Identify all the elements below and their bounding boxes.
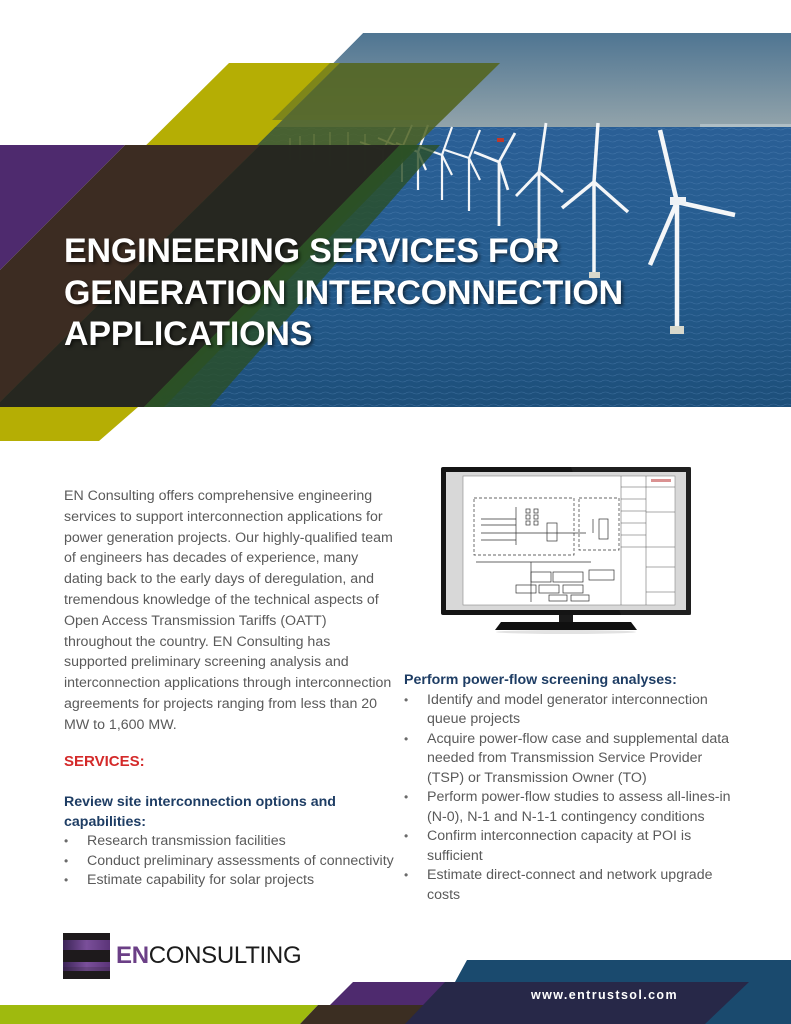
bullet-list xyxy=(64,832,394,891)
monitor-icon xyxy=(441,467,691,637)
logo-consulting: CONSULTING xyxy=(148,941,302,969)
list-item: • Research transmission facilities xyxy=(64,832,394,852)
website-link[interactable]: www.entrustsol.com xyxy=(531,988,678,1002)
page-title xyxy=(64,231,704,356)
list-item: • Confirm interconnection capacity at POI is sufficient xyxy=(404,827,734,866)
hero-banner xyxy=(0,0,791,445)
services-heading: SERVICES: xyxy=(64,753,145,770)
monitor-diagram-image xyxy=(441,467,691,637)
list-item: • Conduct preliminary assessments of connectivity xyxy=(64,852,394,872)
logo-en: EN xyxy=(116,941,149,969)
section-title: Review site interconnection options and capabilities: xyxy=(64,794,336,830)
title-line-2: GENERATION INTERCONNECTION xyxy=(64,273,623,312)
footer-band xyxy=(0,950,791,1024)
intro-paragraph: EN Consulting offers comprehensive engineering services to support interconnection applications for power generation projects. Our highly-qualified team of engineers has decades of experience, many dating back to the early days of deregulation, and tremendous knowledge of the technical aspects of Open Access Transmission Tariffs (OATT) throughout the country. EN Consulting has supported preliminary screening analysis and interconnection applications through interconnection agreements for projects ranging from less than 20 MW to 1,600 MW. xyxy=(64,488,393,733)
service-section-power-flow xyxy=(404,671,734,905)
hero-background-graphic xyxy=(0,0,791,445)
list-item: • Acquire power-flow case and supplemental data needed from Transmission Service Provider (TSP) or Transmission Owner (TO) xyxy=(404,730,734,789)
service-section-site-review xyxy=(64,793,394,891)
list-item: • Estimate capability for solar projects xyxy=(64,871,394,891)
section-title: Perform power-flow screening analyses: xyxy=(404,672,677,688)
list-item: • Estimate direct-connect and network upgrade costs xyxy=(404,866,734,905)
footer-stripes-graphic xyxy=(0,950,791,1024)
list-item: • Perform power-flow studies to assess all-lines-in (N-0), N-1 and N-1-1 contingency conditions xyxy=(404,788,734,827)
list-item: • Identify and model generator interconnection queue projects xyxy=(404,691,734,730)
title-line-1: ENGINEERING SERVICES FOR xyxy=(64,232,560,270)
bullet-list xyxy=(404,691,734,906)
title-line-3: APPLICATIONS xyxy=(64,315,313,353)
